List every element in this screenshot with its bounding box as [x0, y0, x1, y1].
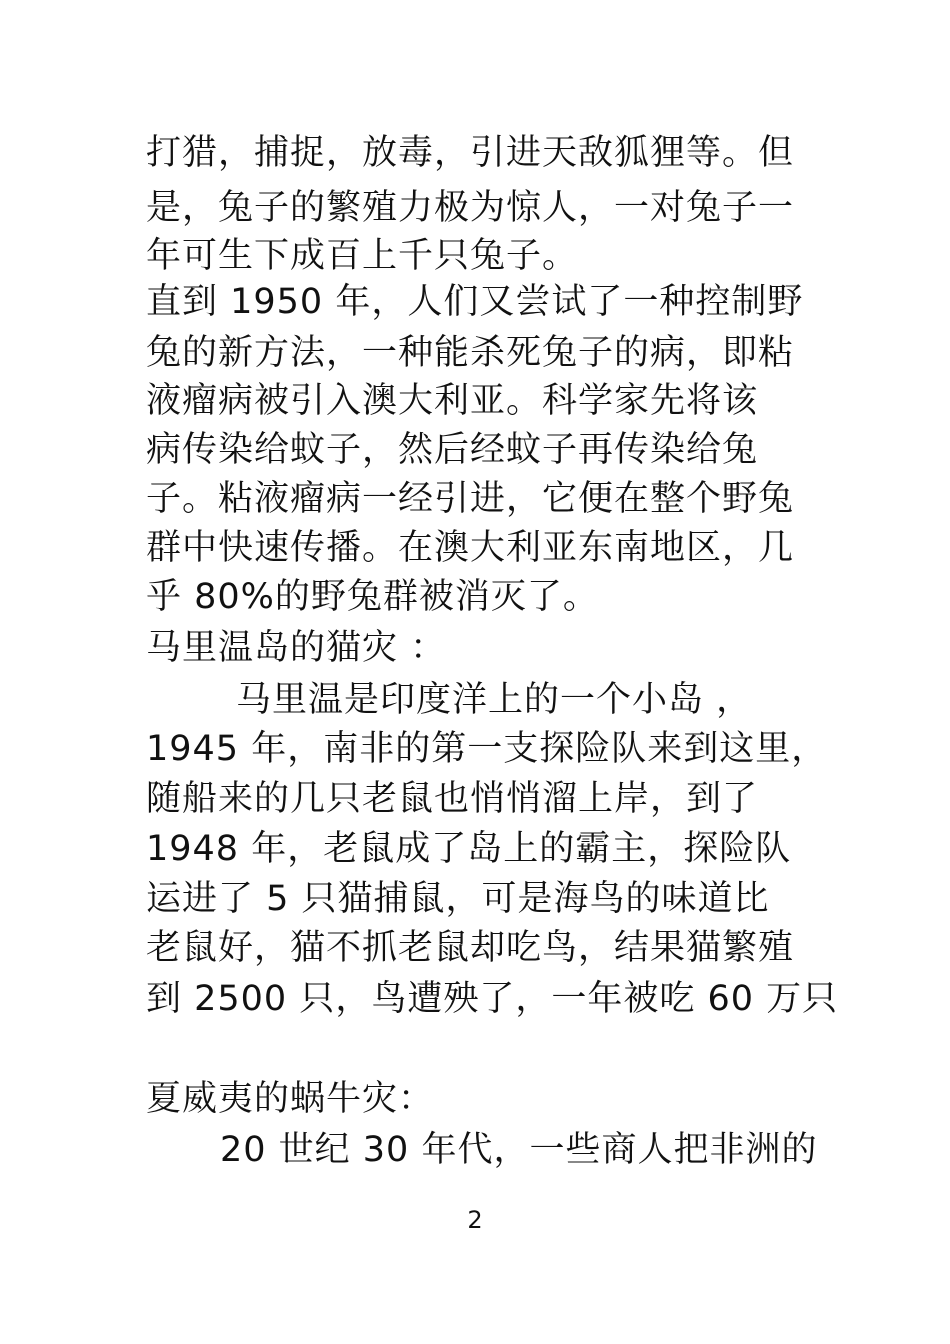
- text-line-16: 运进了 5 只猫捕鼠，可是海鸟的味道比: [146, 879, 770, 919]
- text-line-3: 年可生下成百上千只兔子。: [146, 236, 579, 276]
- text-line-4: 直到 1950 年，人们又尝试了一种控制野: [146, 282, 804, 322]
- text-line-8: 子。粘液瘤病一经引进，它便在整个野兔: [146, 479, 795, 519]
- section-heading-marion-island: 马里温岛的猫灾 ：: [146, 628, 447, 668]
- text-line-17: 老鼠好，猫不抓老鼠却吃鸟，结果猫繁殖: [146, 928, 795, 968]
- text-line-15: 1948 年，老鼠成了岛上的霸主，探险队: [146, 829, 792, 869]
- text-line-20: 20 世纪 30 年代，一些商人把非洲的: [220, 1130, 818, 1170]
- text-line-14: 随船来的几只老鼠也悄悄溜上岸，到了: [146, 779, 759, 819]
- text-line-18: 到 2500 只，鸟遭殃了，一年被吃 60 万只: [146, 979, 839, 1019]
- text-line-13: 1945 年，南非的第一支探险队来到这里，: [146, 729, 828, 769]
- text-line-2: 是，兔子的繁殖力极为惊人，一对兔子一: [146, 188, 795, 228]
- text-line-6: 液瘤病被引入澳大利亚。科学家先将该: [146, 381, 759, 421]
- page-number: 2: [467, 1206, 483, 1234]
- text-line-10: 乎 80%的野兔群被消灭了。: [146, 577, 599, 617]
- text-line-5: 兔的新方法，一种能杀死兔子的病，即粘: [146, 333, 795, 373]
- text-line-7: 病传染给蚊子，然后经蚊子再传染给兔: [146, 430, 759, 470]
- text-line-1: 打猎，捕捉，放毒，引进天敌狐狸等。但: [146, 133, 795, 173]
- text-line-9: 群中快速传播。在澳大利亚东南地区，几: [146, 528, 795, 568]
- text-line-12: 马里温是印度洋上的一个小岛 ，: [236, 680, 753, 720]
- section-heading-hawaii-snail: 夏威夷的蜗牛灾：: [146, 1079, 435, 1119]
